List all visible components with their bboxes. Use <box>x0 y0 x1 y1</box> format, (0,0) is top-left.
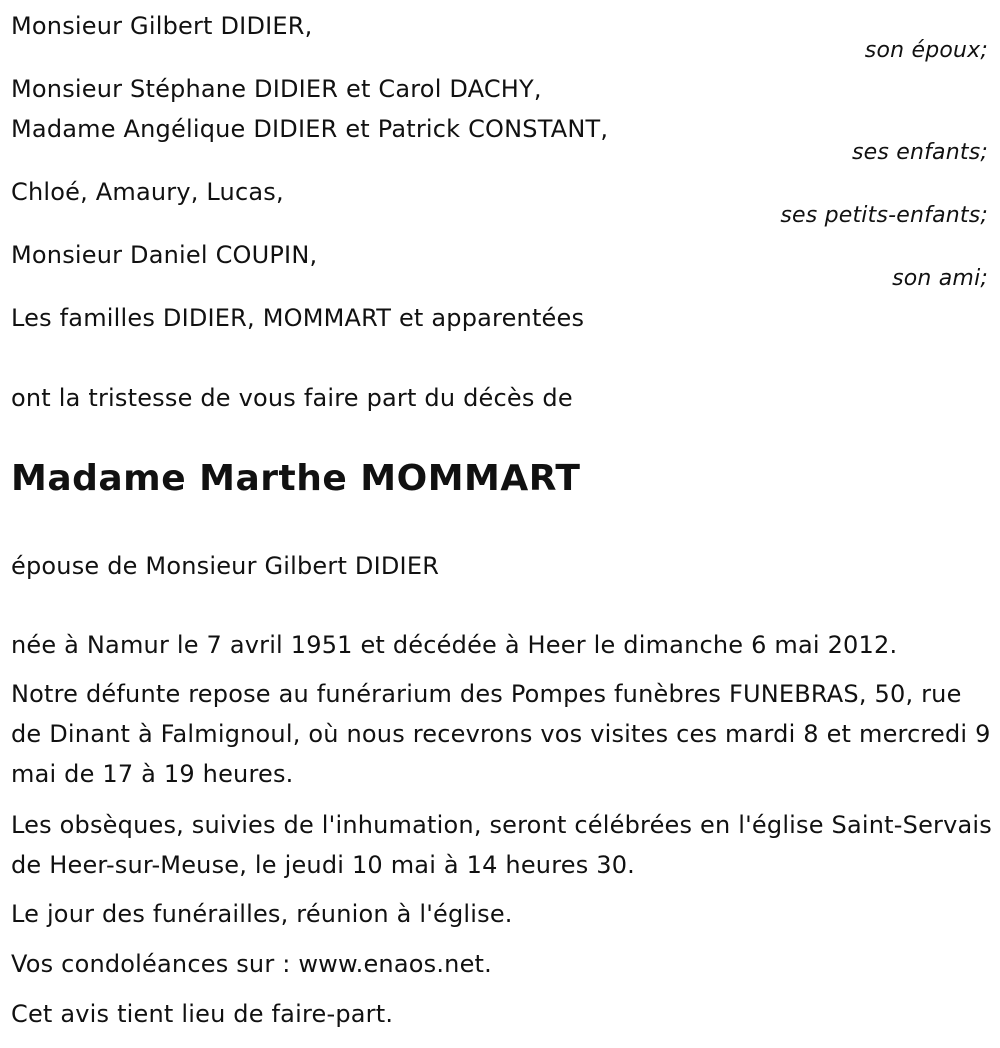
role-spouse: son époux; <box>864 38 988 63</box>
funeral-paragraph: Les obsèques, suivies de l'inhumation, seront célébrées en l'église Saint-Servais de Heer-sur-Meuse, le jeudi 10 mai à 14 heures 30. <box>11 811 992 879</box>
family-member-child-1: Monsieur Stéphane DIDIER et Carol DACHY, <box>11 75 542 103</box>
repose-paragraph: Notre défunte repose au funérarium des Pompes funèbres FUNEBRAS, 50, rue de Dinant à Falmignoul, où nous recevrons vos visites ces mardi 8 et mercredi 9 mai de 17 à 19 heures. <box>11 680 991 788</box>
condolences-line: Vos condoléances sur : www.enaos.net. <box>11 950 492 978</box>
family-member-friend: Monsieur Daniel COUPIN, <box>11 241 318 269</box>
notice-line: Cet avis tient lieu de faire-part. <box>11 1000 394 1028</box>
deceased-name: Madame Marthe MOMMART <box>11 458 581 499</box>
role-children: ses enfants; <box>851 140 988 165</box>
family-member-spouse: Monsieur Gilbert DIDIER, <box>11 12 313 40</box>
intro-text: ont la tristesse de vous faire part du décès de <box>11 384 573 412</box>
family-relatives: Les familles DIDIER, MOMMART et apparentées <box>11 304 585 332</box>
reunion-line: Le jour des funérailles, réunion à l'église. <box>11 900 513 928</box>
role-grandchildren: ses petits-enfants; <box>780 203 988 228</box>
birth-death-line: née à Namur le 7 avril 1951 et décédée à Heer le dimanche 6 mai 2012. <box>11 631 898 659</box>
family-member-grandchildren: Chloé, Amaury, Lucas, <box>11 178 284 206</box>
role-friend: son ami; <box>892 266 988 291</box>
family-member-child-2: Madame Angélique DIDIER et Patrick CONSTANT, <box>11 115 609 143</box>
spouse-line: épouse de Monsieur Gilbert DIDIER <box>11 552 440 580</box>
